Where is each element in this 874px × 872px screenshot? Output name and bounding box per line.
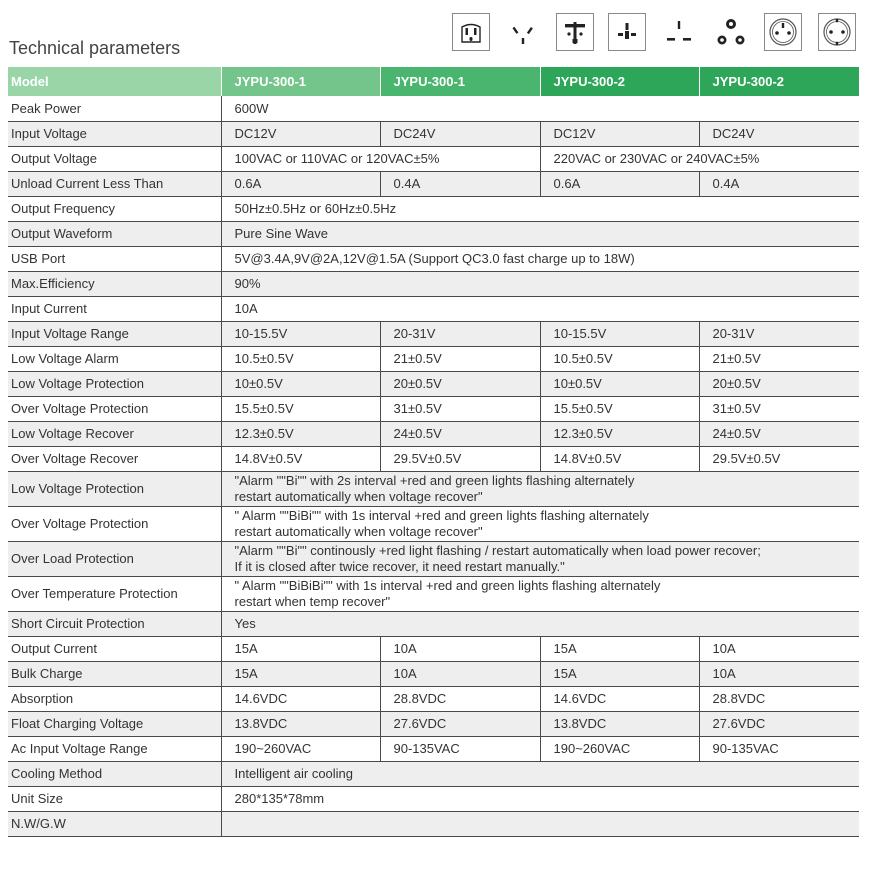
row-label: Low Voltage Recover (8, 421, 221, 446)
row-label: Over Voltage Protection (8, 396, 221, 421)
row-absorption (8, 686, 859, 711)
row-value (221, 541, 859, 576)
row-value: 10A (699, 661, 859, 686)
desc-line: If it is closed after twice recover, it need restart manually." (234, 558, 565, 574)
row-label: Max.Efficiency (8, 271, 221, 296)
row-value: 13.8VDC (221, 711, 380, 736)
row-value: 220VAC or 230VAC or 240VAC±5% (540, 146, 859, 171)
row-value: 10±0.5V (221, 371, 380, 396)
desc-line: " Alarm ""BiBiBi"" with 1s interval +red and green lights flashing alternately (234, 577, 661, 593)
row-low-voltage-recover (8, 421, 859, 446)
row-over-voltage-protection (8, 396, 859, 421)
row-unit-size (8, 786, 859, 811)
row-value: 0.6A (540, 171, 699, 196)
header-model: Model (8, 67, 221, 96)
row-value: 14.8V±0.5V (221, 446, 380, 471)
france-type-e-socket-icon (764, 13, 802, 51)
row-short-circuit-protection (8, 611, 859, 636)
row-value: 21±0.5V (380, 346, 540, 371)
row-input-voltage-range (8, 321, 859, 346)
row-ac-input-voltage-range (8, 736, 859, 761)
row-input-current (8, 296, 859, 321)
row-value: 15A (221, 661, 380, 686)
row-label: Output Voltage (8, 146, 221, 171)
row-label: Ac Input Voltage Range (8, 736, 221, 761)
desc-line: restart automatically when voltage recover" (234, 523, 483, 539)
universal-socket-icon (556, 13, 594, 51)
row-label: Cooling Method (8, 761, 221, 786)
row-over-voltage-recover (8, 446, 859, 471)
row-max-efficiency (8, 271, 859, 296)
row-value: 10A (221, 296, 859, 321)
row-value: 50Hz±0.5Hz or 60Hz±0.5Hz (221, 196, 859, 221)
row-value: 28.8VDC (380, 686, 540, 711)
row-value: 100VAC or 110VAC or 120VAC±5% (221, 146, 540, 171)
row-value: 15.5±0.5V (540, 396, 699, 421)
row-value: 28.8VDC (699, 686, 859, 711)
uk-type-g-socket-icon (608, 13, 646, 51)
row-label: Absorption (8, 686, 221, 711)
australia-type-i-socket-icon (504, 13, 542, 51)
row-label: Low Voltage Protection (8, 471, 221, 506)
row-value: 13.8VDC (540, 711, 699, 736)
row-value: 29.5V±0.5V (380, 446, 540, 471)
row-value: 15.5±0.5V (221, 396, 380, 421)
row-low-voltage-alarm (8, 346, 859, 371)
row-label: Short Circuit Protection (8, 611, 221, 636)
row-value: 27.6VDC (380, 711, 540, 736)
row-value: 10A (380, 661, 540, 686)
row-value: 10.5±0.5V (540, 346, 699, 371)
page-header (0, 0, 874, 66)
row-label: Peak Power (8, 96, 221, 121)
row-value: 10A (699, 636, 859, 661)
row-value: Pure Sine Wave (221, 221, 859, 246)
row-value: 20±0.5V (380, 371, 540, 396)
india-type-d-socket-icon (712, 13, 750, 51)
desc-line: "Alarm ""Bi"" with 2s interval +red and green lights flashing alternately (234, 472, 635, 488)
row-value: 14.6VDC (221, 686, 380, 711)
row-value: 14.8V±0.5V (540, 446, 699, 471)
row-label: Input Voltage (8, 121, 221, 146)
row-cooling-method (8, 761, 859, 786)
row-label: Over Voltage Protection (8, 506, 221, 541)
row-value: 10±0.5V (540, 371, 699, 396)
row-value: 10-15.5V (540, 321, 699, 346)
row-value: DC12V (221, 121, 380, 146)
row-value: 280*135*78mm (221, 786, 859, 811)
row-value: Yes (221, 611, 859, 636)
row-float-charging-voltage (8, 711, 859, 736)
row-value: 0.6A (221, 171, 380, 196)
row-value: 10.5±0.5V (221, 346, 380, 371)
row-value: 31±0.5V (380, 396, 540, 421)
row-value: 15A (540, 661, 699, 686)
row-low-voltage-protection (8, 371, 859, 396)
desc-line: "Alarm ""Bi"" continously +red light flashing / restart automatically when load power recover; (234, 542, 761, 558)
row-value: 90-135VAC (380, 736, 540, 761)
page-title: Technical parameters (9, 38, 181, 58)
row-value: 600W (221, 96, 859, 121)
row-over-voltage-protection-desc (8, 506, 859, 541)
row-label: Bulk Charge (8, 661, 221, 686)
row-value (221, 811, 859, 836)
desc-line: restart when temp recover" (234, 593, 391, 609)
row-value: 15A (221, 636, 380, 661)
row-label: Output Frequency (8, 196, 221, 221)
row-output-frequency (8, 196, 859, 221)
schuko-type-f-socket-icon (818, 13, 856, 51)
row-label: Input Current (8, 296, 221, 321)
row-nw-gw (8, 811, 859, 836)
row-value: 24±0.5V (699, 421, 859, 446)
table-header-row (8, 67, 859, 96)
row-label: Over Voltage Recover (8, 446, 221, 471)
row-input-voltage (8, 121, 859, 146)
row-value: 20-31V (380, 321, 540, 346)
type-d-socket-icon (660, 13, 698, 51)
row-value: DC12V (540, 121, 699, 146)
row-value (221, 471, 859, 506)
row-label: Low Voltage Alarm (8, 346, 221, 371)
row-value: 31±0.5V (699, 396, 859, 421)
header-jypu-300-1-24v: JYPU-300-1 (380, 67, 540, 96)
row-bulk-charge (8, 661, 859, 686)
row-value: Intelligent air cooling (221, 761, 859, 786)
row-value: 24±0.5V (380, 421, 540, 446)
row-low-voltage-protection-desc (8, 471, 859, 506)
row-value: 20±0.5V (699, 371, 859, 396)
row-label: N.W/G.W (8, 811, 221, 836)
row-label: Float Charging Voltage (8, 711, 221, 736)
desc-line: restart automatically when voltage recover" (234, 488, 483, 504)
row-value: 190~260VAC (221, 736, 380, 761)
row-output-current (8, 636, 859, 661)
row-value: 20-31V (699, 321, 859, 346)
header-jypu-300-2-12v: JYPU-300-2 (540, 67, 699, 96)
row-label: Over Temperature Protection (8, 576, 221, 611)
desc-line: " Alarm ""BiBi"" with 1s interval +red and green lights flashing alternately (234, 507, 649, 523)
row-value: DC24V (380, 121, 540, 146)
row-value: 5V@3.4A,9V@2A,12V@1.5A (Support QC3.0 fast charge up to 18W) (221, 246, 859, 271)
row-usb-port (8, 246, 859, 271)
row-value: 90-135VAC (699, 736, 859, 761)
technical-parameters-table (8, 67, 859, 837)
row-value: 27.6VDC (699, 711, 859, 736)
row-value: 90% (221, 271, 859, 296)
row-label: Output Waveform (8, 221, 221, 246)
row-value: 15A (540, 636, 699, 661)
row-value: 12.3±0.5V (540, 421, 699, 446)
row-label: Over Load Protection (8, 541, 221, 576)
row-value: 10-15.5V (221, 321, 380, 346)
row-value: 10A (380, 636, 540, 661)
row-peak-power (8, 96, 859, 121)
row-label: Low Voltage Protection (8, 371, 221, 396)
row-value: 21±0.5V (699, 346, 859, 371)
header-jypu-300-2-24v: JYPU-300-2 (699, 67, 859, 96)
row-value: 0.4A (699, 171, 859, 196)
row-over-temperature-protection (8, 576, 859, 611)
header-jypu-300-1-12v: JYPU-300-1 (221, 67, 380, 96)
row-label: Unit Size (8, 786, 221, 811)
row-label: Unload Current Less Than (8, 171, 221, 196)
row-unload-current (8, 171, 859, 196)
row-value: 14.6VDC (540, 686, 699, 711)
row-value: 0.4A (380, 171, 540, 196)
row-label: Output Current (8, 636, 221, 661)
us-type-b-socket-icon (452, 13, 490, 51)
row-label: Input Voltage Range (8, 321, 221, 346)
row-value (221, 506, 859, 541)
row-output-voltage (8, 146, 859, 171)
row-value: 12.3±0.5V (221, 421, 380, 446)
row-value (221, 576, 859, 611)
row-label: USB Port (8, 246, 221, 271)
row-value: 29.5V±0.5V (699, 446, 859, 471)
row-value: 190~260VAC (540, 736, 699, 761)
row-value: DC24V (699, 121, 859, 146)
row-output-waveform (8, 221, 859, 246)
row-over-load-protection (8, 541, 859, 576)
